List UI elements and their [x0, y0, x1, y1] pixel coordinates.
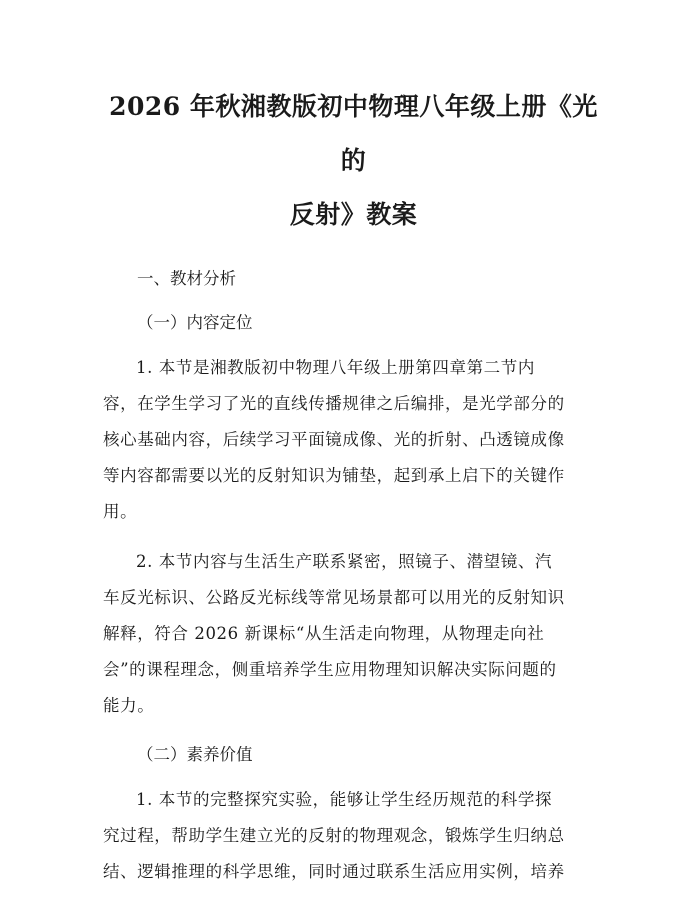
- subsection-heading-literacy-value: （二）素养价值: [137, 745, 253, 764]
- paragraph-line: 能力。: [103, 696, 155, 715]
- paragraph-line: 解释，符合 2026 新课标“从生活走向物理，从物理走向社: [103, 624, 545, 643]
- paragraph-line: 1. 本节的完整探究实验，能够让学生经历规范的科学探: [136, 790, 553, 809]
- document-title: [103, 80, 604, 242]
- paragraph-line: 等内容都需要以光的反射知识为铺垫，起到承上启下的关键作: [103, 466, 565, 485]
- title-line-2: 反射》教案: [289, 200, 418, 229]
- title-line-1: 2026 年秋湘教版初中物理八年级上册《光的: [109, 92, 598, 175]
- paragraph-line: 核心基础内容，后续学习平面镜成像、光的折射、凸透镜成像: [103, 430, 565, 449]
- paragraph-2: [103, 544, 604, 724]
- paragraph-3: [103, 782, 604, 890]
- paragraph-line: 结、逻辑推理的科学思维，同时通过联系生活应用实例，培养: [103, 862, 565, 881]
- subsection-heading-content-positioning: （一）内容定位: [137, 313, 253, 332]
- section-heading-teaching-material-analysis: 一、教材分析: [137, 269, 236, 288]
- paragraph-line: 1. 本节是湘教版初中物理八年级上册第四章第二节内: [136, 358, 535, 377]
- paragraph-line: 用。: [103, 502, 138, 521]
- paragraph-line: 究过程，帮助学生建立光的反射的物理观念，锻炼学生归纳总: [103, 826, 565, 845]
- paragraph-line: 容，在学生学习了光的直线传播规律之后编排，是光学部分的: [103, 394, 565, 413]
- paragraph-line: 车反光标识、公路反光标线等常见场景都可以用光的反射知识: [103, 588, 565, 607]
- paragraph-line: 2. 本节内容与生活生产联系紧密，照镜子、潜望镜、汽: [136, 552, 553, 571]
- paragraph-line: 会”的课程理念，侧重培养学生应用物理知识解决实际问题的: [103, 660, 557, 679]
- paragraph-1: [103, 350, 604, 530]
